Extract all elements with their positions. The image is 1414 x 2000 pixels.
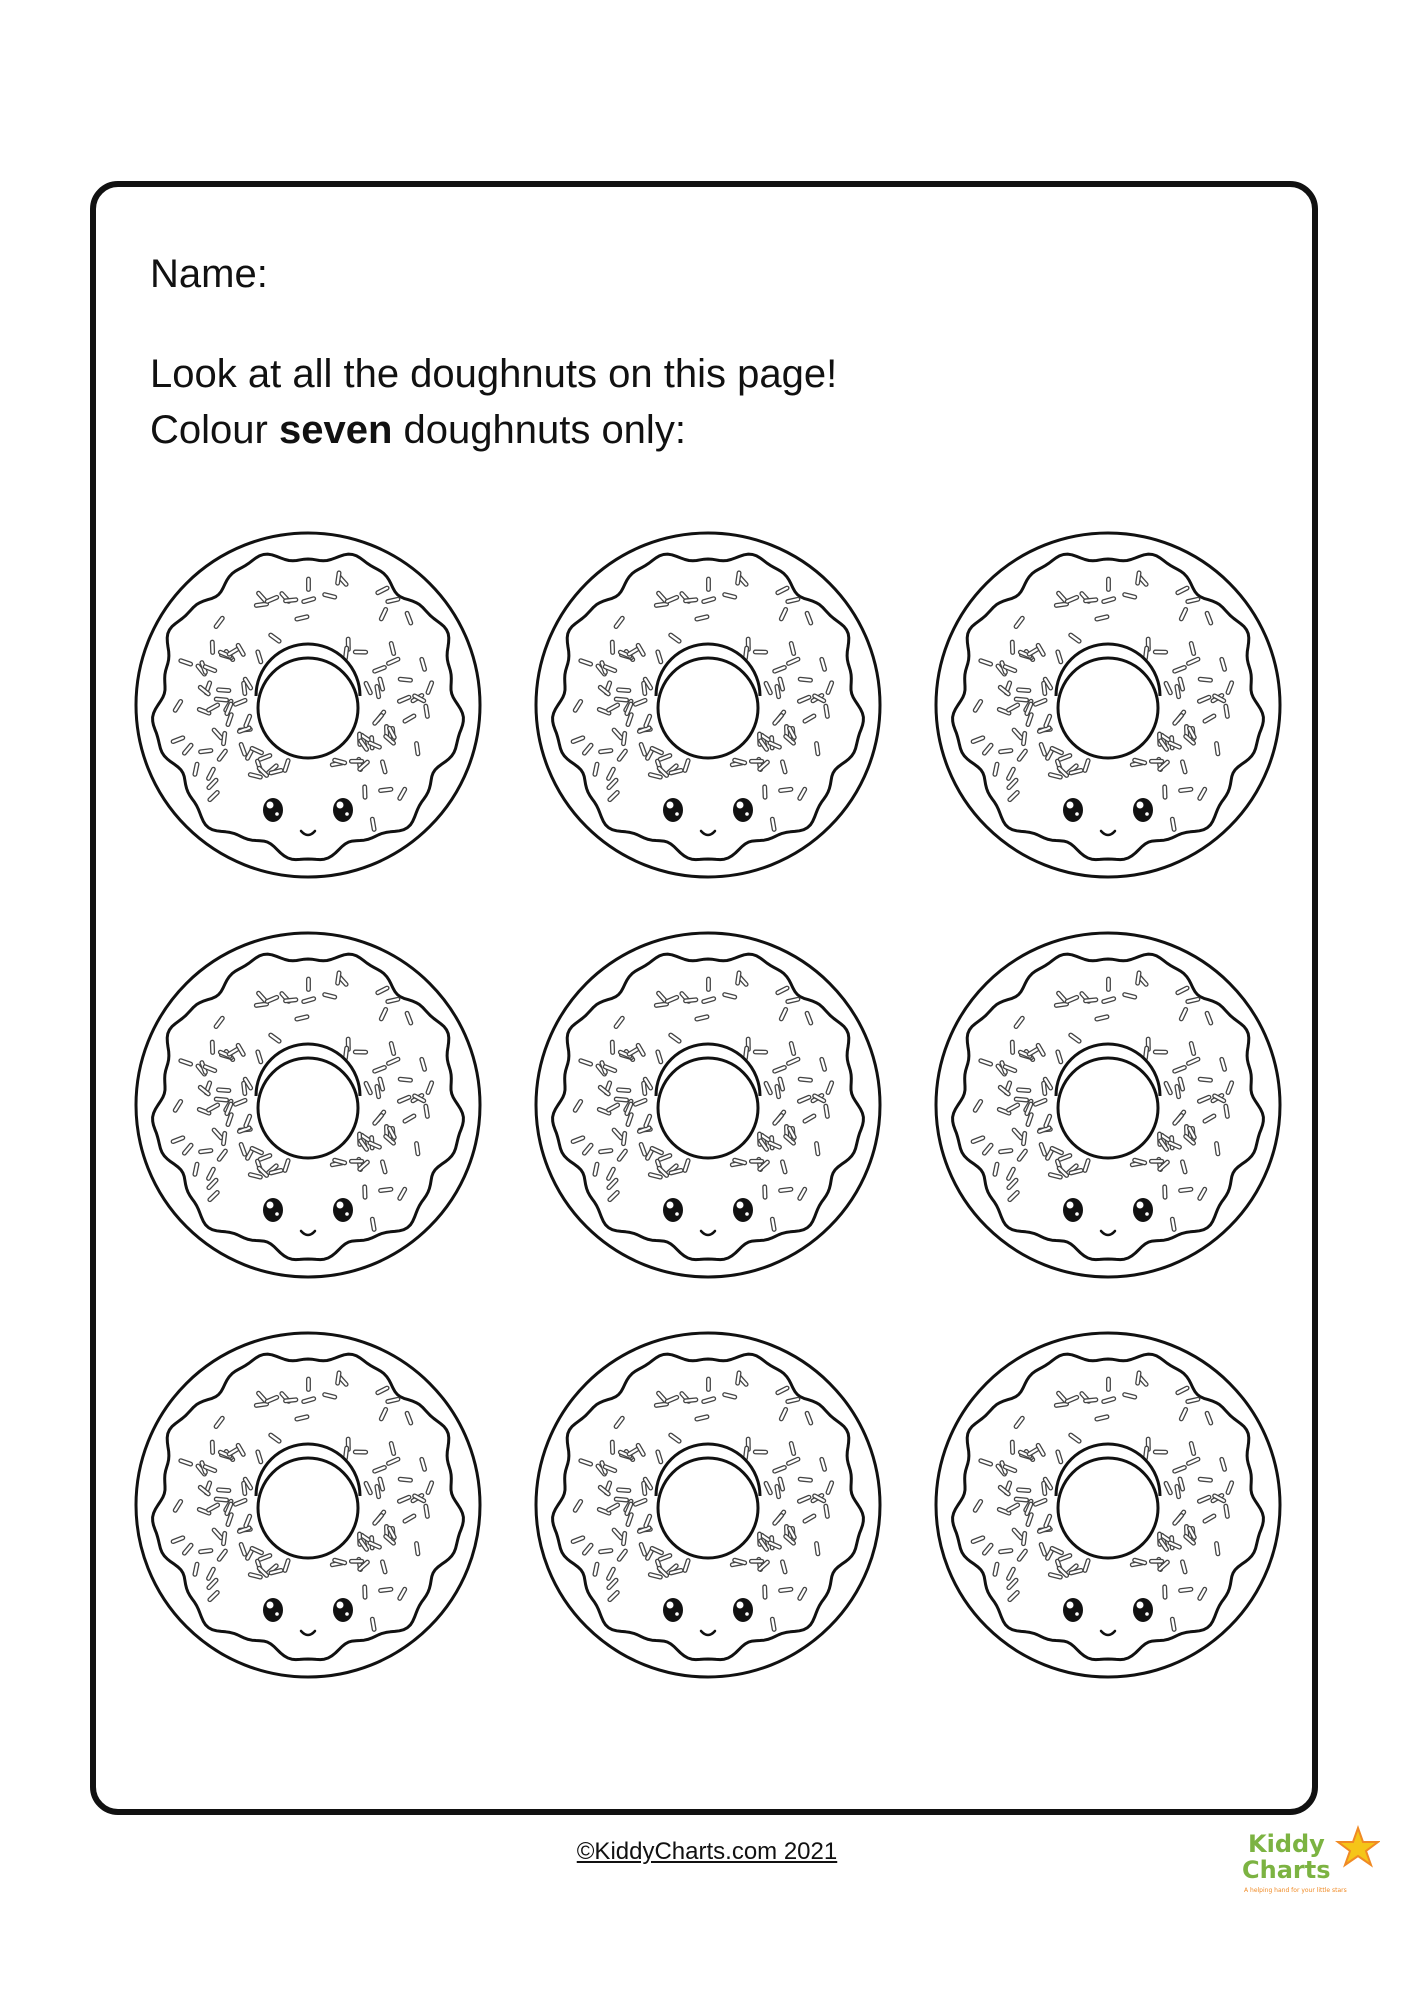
eye-highlight [1137,802,1144,809]
sprinkle [707,1377,711,1391]
eye-icon [333,1198,353,1222]
sprinkle [221,1531,226,1545]
doughnut-icon[interactable] [531,928,885,1282]
eye-highlight [275,1212,279,1216]
eye-icon [1063,1598,1083,1622]
sprinkle [1010,1440,1014,1454]
sprinkle [284,1398,298,1403]
sprinkle [707,577,711,591]
logo-word-2: Charts [1242,1856,1331,1884]
sprinkle [350,759,364,763]
eye-highlight [1067,1602,1074,1609]
doughnut-icon[interactable] [131,528,485,882]
sprinkle [217,688,231,693]
sprinkle [1107,1377,1111,1391]
sprinkle [1084,598,1098,603]
sprinkle [1107,577,1111,591]
sprinkle [779,787,793,792]
eye-highlight [267,1202,274,1209]
eye-highlight [1075,1612,1079,1616]
sprinkle [217,1088,231,1093]
sprinkle [221,731,226,745]
eye-highlight [745,1612,749,1616]
eye-icon [263,1598,283,1622]
sprinkle [210,1040,214,1054]
eye-highlight [1137,1202,1144,1209]
eye-highlight [1075,812,1079,816]
doughnut-hole [658,1458,758,1558]
sprinkle [1021,731,1026,745]
eye-highlight [267,802,274,809]
sprinkle [1107,977,1111,991]
doughnut-icon[interactable] [931,928,1285,1282]
sprinkle [398,1077,412,1082]
sprinkle [684,598,698,603]
sprinkle [1163,785,1167,799]
eye-icon [263,1198,283,1222]
sprinkle [379,787,393,792]
logo-word-1: Kiddy [1248,1830,1325,1858]
doughnut-hole [258,1058,358,1158]
sprinkle [1198,1077,1212,1082]
eye-icon [733,798,753,822]
eye-highlight [667,1602,674,1609]
sprinkle [214,1097,228,1102]
sprinkle [614,697,628,702]
sprinkle [779,1587,793,1592]
sprinkle [379,1187,393,1192]
sprinkle [1198,1477,1212,1482]
sprinkle [199,749,213,754]
sprinkle [1042,1081,1047,1095]
sprinkle [1014,1497,1028,1502]
sprinkle [798,1477,812,1482]
sprinkle [1198,677,1212,682]
sprinkle [214,697,228,702]
sprinkle [353,1050,367,1054]
eye-highlight [737,1202,744,1209]
sprinkle [642,1481,647,1495]
sprinkle [798,1077,812,1082]
sprinkle [642,681,647,695]
eye-highlight [337,1202,344,1209]
sprinkle [617,1488,631,1493]
eye-highlight [1145,1212,1149,1216]
sprinkle [284,598,298,603]
eye-icon [333,798,353,822]
doughnut-icon[interactable] [931,528,1285,882]
sprinkle [242,1081,247,1095]
sprinkle [763,1185,767,1199]
sprinkle [350,1159,364,1163]
sprinkle [798,677,812,682]
star-icon [1338,1828,1378,1865]
eye-highlight [275,1612,279,1616]
sprinkle [353,650,367,654]
sprinkle [1010,640,1014,654]
sprinkle [1150,1159,1164,1163]
eye-icon [663,798,683,822]
doughnut-hole [1058,658,1158,758]
sprinkle [1084,998,1098,1003]
sprinkle [398,1477,412,1482]
sprinkle [617,1088,631,1093]
sprinkle [1153,1450,1167,1454]
sprinkle [1153,650,1167,654]
sprinkle [684,998,698,1003]
eye-highlight [737,1602,744,1609]
eye-highlight [275,812,279,816]
eye-icon [733,1598,753,1622]
eye-highlight [1067,1202,1074,1209]
sprinkle [199,1549,213,1554]
sprinkle [610,1040,614,1054]
eye-icon [1133,798,1153,822]
sprinkle [610,1440,614,1454]
doughnut-icon[interactable] [931,1328,1285,1682]
sprinkle [1150,759,1164,763]
instruction-line-2 [150,408,686,453]
sprinkle [363,1185,367,1199]
eye-highlight [337,802,344,809]
sprinkle [617,688,631,693]
eye-icon [1133,1198,1153,1222]
eye-highlight [737,802,744,809]
eye-icon [733,1198,753,1222]
sprinkle [642,1081,647,1095]
sprinkle [307,1377,311,1391]
doughnut-hole [1058,1458,1158,1558]
sprinkle [221,1131,226,1145]
doughnut-hole [658,658,758,758]
doughnut-hole [1058,1058,1158,1158]
eye-highlight [337,1602,344,1609]
logo-tagline: A helping hand for your little stars [1244,1887,1347,1894]
sprinkle [1014,1097,1028,1102]
sprinkle [242,1481,247,1495]
eye-highlight [745,812,749,816]
sprinkle [1017,1088,1031,1093]
sprinkle [753,1050,767,1054]
eye-highlight [1067,802,1074,809]
eye-highlight [1137,1602,1144,1609]
sprinkle [1179,787,1193,792]
sprinkle [307,577,311,591]
sprinkle [307,977,311,991]
eye-icon [1133,1598,1153,1622]
sprinkle [599,749,613,754]
sprinkle [999,1549,1013,1554]
eye-icon [1063,798,1083,822]
eye-icon [263,798,283,822]
sprinkle [214,1497,228,1502]
sprinkle [1042,681,1047,695]
sprinkle [750,759,764,763]
sprinkle [210,640,214,654]
eye-highlight [667,1202,674,1209]
sprinkle [763,1585,767,1599]
sprinkle [1179,1587,1193,1592]
doughnut-icon[interactable] [131,1328,485,1682]
sprinkle [684,1398,698,1403]
eye-highlight [345,1212,349,1216]
eye-icon [663,1198,683,1222]
sprinkle [1153,1050,1167,1054]
doughnut-hole [658,1058,758,1158]
sprinkle [1150,1559,1164,1563]
doughnut-hole [258,1458,358,1558]
eye-highlight [1145,812,1149,816]
sprinkle [1163,1585,1167,1599]
sprinkle [707,977,711,991]
sprinkle [621,1131,626,1145]
doughnut-icon[interactable] [531,1328,885,1682]
name-label: Name: [150,252,268,296]
sprinkle [599,1149,613,1154]
instruction-line-1: Look at all the doughnuts on this page! [150,352,838,396]
sprinkle [1179,1187,1193,1192]
sprinkle [614,1097,628,1102]
sprinkle [353,1450,367,1454]
sprinkle [610,640,614,654]
eye-highlight [675,1212,679,1216]
eye-highlight [267,1602,274,1609]
sprinkle [750,1159,764,1163]
eye-icon [663,1598,683,1622]
sprinkle [242,681,247,695]
sprinkle [1084,1398,1098,1403]
sprinkle [210,1440,214,1454]
sprinkle [753,1450,767,1454]
sprinkle [599,1549,613,1554]
eye-icon [1063,1198,1083,1222]
sprinkle [1163,1185,1167,1199]
doughnut-icon[interactable] [531,528,885,882]
sprinkle [199,1149,213,1154]
sprinkle [1021,1131,1026,1145]
sprinkle [999,749,1013,754]
instruction-suffix: doughnuts only: [392,408,686,452]
eye-highlight [675,812,679,816]
eye-highlight [675,1612,679,1616]
sprinkle [379,1587,393,1592]
sprinkle [1010,1040,1014,1054]
eye-highlight [345,1612,349,1616]
eye-highlight [745,1212,749,1216]
eye-icon [333,1598,353,1622]
instruction-prefix: Colour [150,408,279,452]
sprinkle [363,1585,367,1599]
doughnut-icon[interactable] [131,928,485,1282]
sprinkle [1017,688,1031,693]
doughnut-hole [258,658,358,758]
sprinkle [779,1187,793,1192]
eye-highlight [345,812,349,816]
sprinkle [621,731,626,745]
sprinkle [363,785,367,799]
sprinkle [1042,1481,1047,1495]
sprinkle [350,1559,364,1563]
copyright-footer: ©KiddyCharts.com 2021 [576,1838,838,1865]
sprinkle [1014,697,1028,702]
sprinkle [763,785,767,799]
eye-highlight [1145,1612,1149,1616]
eye-highlight [1075,1212,1079,1216]
kiddycharts-logo [1240,1822,1380,1902]
sprinkle [1017,1488,1031,1493]
sprinkle [398,677,412,682]
sprinkle [1021,1531,1026,1545]
sprinkle [614,1497,628,1502]
sprinkle [750,1559,764,1563]
sprinkle [284,998,298,1003]
sprinkle [621,1531,626,1545]
sprinkle [217,1488,231,1493]
sprinkle [999,1149,1013,1154]
eye-highlight [667,802,674,809]
sprinkle [753,650,767,654]
instruction-count-word: seven [278,408,393,452]
